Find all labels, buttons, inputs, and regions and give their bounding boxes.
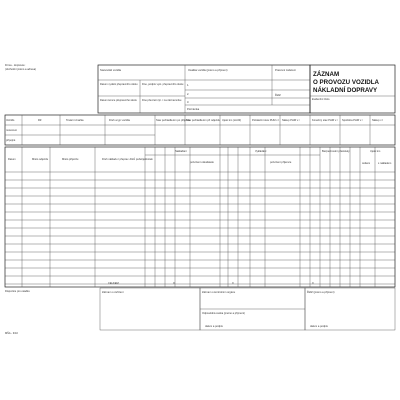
crew-label: Osádka vozidla (jméno a příjmení)	[188, 69, 228, 72]
crew-row-1: 1.	[187, 84, 190, 87]
trailer-label: přípojné	[6, 139, 16, 142]
title-line-1: ZÁZNAM	[313, 71, 340, 78]
col-km-driven: Ujeto km	[370, 150, 381, 153]
firm-sublabel: (obchodní jméno a adresa)	[5, 68, 36, 71]
col-sender-confirmation: potvrzení odesilatele	[190, 161, 214, 164]
main-table-columns	[22, 147, 375, 287]
col-loading: Nakládání	[175, 150, 187, 153]
crew-row-3: 3.	[187, 101, 190, 104]
title-line-2: O PROVOZU VOZIDLA	[313, 79, 380, 86]
col-total: celkem	[362, 162, 371, 165]
note-label: Poznámka	[187, 108, 200, 111]
odometer-departure-label: Stav počítadla km při odjezdu	[186, 119, 221, 122]
issue-date-label: Datum vydání přepravního úkolu	[100, 83, 138, 86]
vehicle-label: Vozidlo	[6, 119, 15, 122]
col-with-cargo: s nákladem	[378, 162, 392, 165]
title-line-3: NÁKLADNÍ DOPRAVY	[313, 87, 378, 94]
date-signature-2: datum a podpis	[310, 325, 328, 328]
driver-label: Řidič	[275, 94, 281, 97]
total-x-1: X	[173, 282, 175, 285]
form-code: MŠA - 3/10	[5, 332, 18, 335]
crew-row-2: 2.	[187, 93, 190, 96]
firm-label: Firma - dopravce:	[5, 64, 26, 67]
driver-sign-box	[305, 288, 395, 330]
fuel-consumption-label: Spotřeba PHM v l	[342, 119, 363, 122]
vehicle-type-label: Druh a typ vozidla	[109, 119, 130, 122]
responsible-person-label: Odpovědná osoba (jméno a příjmení)	[202, 312, 245, 315]
rz-label: RZ	[38, 119, 42, 122]
takeover-date-label: Dne převzetí zpr. / na záznamníku	[142, 99, 182, 102]
evidence-number-label: Evidenční číslo	[312, 98, 330, 101]
total-label: CELKEM	[108, 282, 119, 285]
issuer-signature-label: Dne, podpis vyst. přepravního úkolu	[142, 83, 184, 86]
total-x-2: X	[232, 282, 234, 285]
fuel-start-label: Počáteční stav PHM v l	[252, 119, 279, 122]
end-date-label: Datum konce přepravního úkolu	[100, 99, 137, 102]
crew-disposition-label: Dispozice pro osádku	[5, 290, 30, 293]
brand-label: Tovární značka	[66, 119, 84, 122]
col-unloading: Vykládání	[255, 150, 267, 153]
col-recipient-confirmation: potvrzení příjemce	[270, 161, 292, 164]
odometer-arrival-label: Stav počítadla km po příjezdu	[156, 119, 191, 122]
km-driven-label: Ujeto km (rozdíl)	[222, 119, 242, 122]
equipment-record-label: Záznam o zařízení	[102, 291, 124, 294]
main-table	[5, 147, 395, 287]
vehicle-station-label: Stanoviště vozidla	[100, 69, 121, 72]
col-departure-place: Místo odjezdu	[32, 158, 49, 161]
total-x-3: X	[312, 282, 314, 285]
col-arrival-place: Místo příjezdu	[62, 158, 79, 161]
driver-name-label: Řidič (jméno a příjmení)	[307, 291, 335, 294]
fuel-end-label: Konečný stav PHM v l	[312, 119, 338, 122]
col-cargo: Druh nákladu / přeprav. dílců počet/jednotek	[102, 158, 153, 161]
date-signature-1: datum a podpis	[205, 325, 223, 328]
main-table-rows	[5, 180, 395, 284]
col-safety-breaks: Bezpečnostní přestávky	[322, 150, 350, 153]
col-date: Datum	[8, 158, 16, 161]
control-record-label: Záznam o kontrolním orgánu	[202, 291, 236, 294]
purchase-label: Nákup v l	[372, 119, 383, 122]
work-position-label: Pracovní zařazení	[275, 69, 296, 72]
equipment-record-box	[100, 288, 200, 330]
header-grid	[98, 65, 310, 113]
motor-vehicle-label: motorové	[6, 129, 17, 132]
fuel-purchase-label: Nákup PHM v l	[282, 119, 300, 122]
